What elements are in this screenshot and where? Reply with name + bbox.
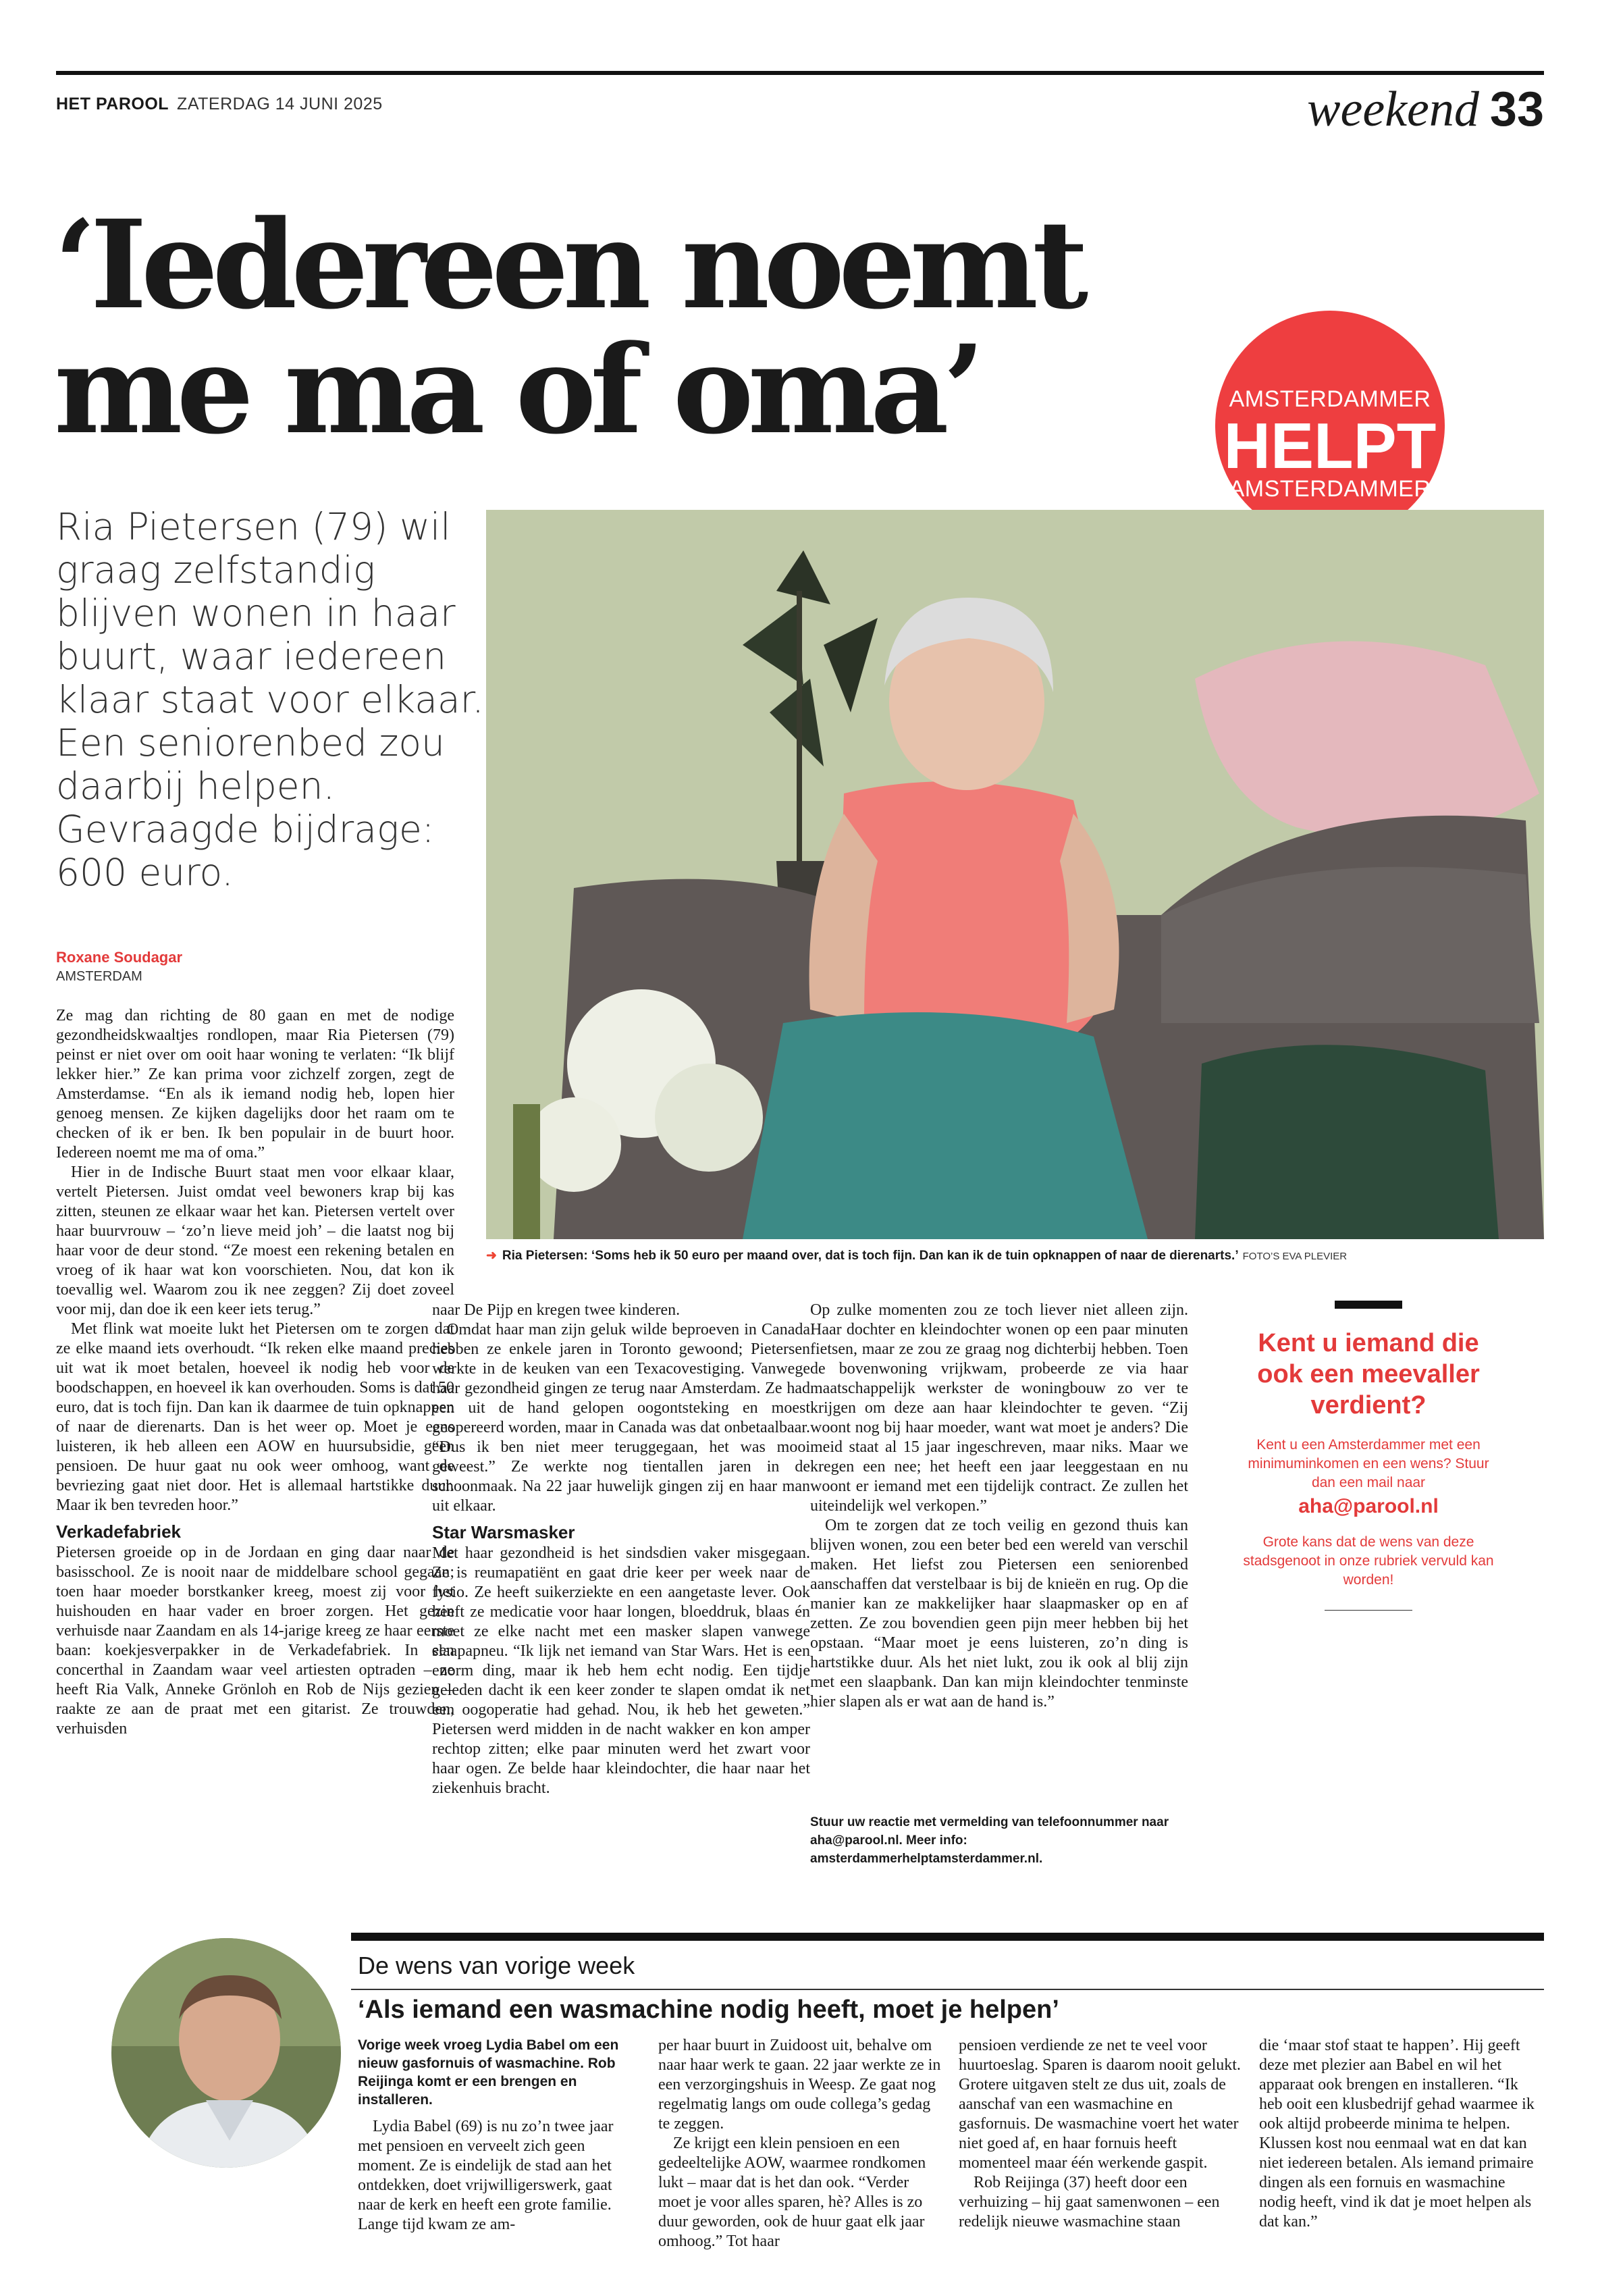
paragraph: die ‘maar stof staat te happen’. Hij geeft deze met plezier aan Babel en wil het apparaat ook brengen en installeren. “Ik heb ooit een klusbedrijf gehad waarmee ik ook altijd probeerde minima te helpen. Klussen kost nou eenmaal wat en dat kan niet iedereen betalen. Als iemand primaire dingen als een fornuis en wasmachine nodig heeft, vind ik dat je moet helpen als dat kan.” [1259,2037,1535,2230]
sidebar-email-link[interactable]: aha@parool.nl [1298,1495,1439,1517]
issue-date: ZATERDAG 14 JUNI 2025 [177,95,383,113]
paragraph: naar De Pijp en kregen twee kinderen. [432,1301,681,1319]
photo-caption [486,1248,1544,1263]
paragraph: Op zulke momenten zou ze toch liever niet alleen zijn. Haar dochter en kleindochter wonen op een paar minuten fietsen, maar ze zou ze graag nog dichterbij hebben. Toen de bovenwoning vrijkwam, probeerde ze via haar maatschappelijk werkster de woningbouw zo ver te krijgen om deze aan haar kleindochter te geven. “Zij woont nog bij haar moeder, want wat moet je anders? Die meid staat al 15 jaar ingeschreven, maar niks. Maar we kregen een nee; het heeft een jaar leeggestaan en nu woont er iemand met een tijdelijk contract. Ze zullen het uiteindelijk wel verkopen.” [810,1301,1188,1515]
subheading: Star Warsmasker [432,1522,575,1542]
previous-lead: Vorige week vroeg Lydia Babel om een nieuw gasfornuis of wasmachine. Rob Reijinga komt er een brengen en installeren. [358,2037,619,2108]
main-photo [486,510,1544,1239]
masthead [56,95,383,114]
paragraph: Hier in de Indische Buurt staat men voor elkaar klaar, vertelt Pietersen. Juist omdat veel bewoners krap bij kas zitten, steunen ze elkaar waar het kan. Pietersen vertelt over haar buurvrouw – ‘zo’n lieve meid joh’ – die laatst nog bij haar voor de deur stond. “Ze moest een rekening betalen en vroeg of ik haar wat kon voorschieten. Nou, dat kon ik toevallig wel. Waarom zou ik nee zeggen? Zij doet zoveel voor mij, dan doe ik een keer iets terug.” [56,1164,454,1318]
paragraph: Lydia Babel (69) is nu zo’n twee jaar met pensioen en verveelt zich geen moment. Ze is eindelijk de stad aan het ontdekken, doet vrijwilligerswerk, gaat naar de kerk en heeft een grote familie. Lange tijd kwam ze am- [358,2118,614,2233]
paragraph: per haar buurt in Zuidoost uit, behalve om naar haar werk te gaan. 22 jaar werkte ze in een verzorgingshuis in Weesp. Ze gaat nog regelmatig langs om oude collega’s gedag te zeggen. [658,2037,941,2133]
headline: ‘Iedereen noemt me ma of oma’ [54,194,1083,461]
paragraph: Met haar gezondheid is het sindsdien vaker misgegaan. Ze is reumapatiënt en gaat drie keer per week naar de fysio. Ze heeft suikerziekte en een aangetaste lever. Ook heeft ze medicatie voor haar longen, bloeddruk, blaas én moet ze elke nacht met een masker slapen vanwege slaapapneu. “Ik lijk net iemand van Star Wars. Het is een enorm ding, maar ik heb hem echt nodig. Een tijdje geleden dacht ik een keer zonder te slapen omdat ik net een oogoperatie had gehad. Nou, ik heb het geweten.” Pietersen werd midden in de nacht wakker en kon amper rechtop zitten; elke paar minuten werd het zwart voor haar ogen. Ze belde haar kleindochter, die haar naar het ziekenhuis bracht. [432,1544,810,1797]
sidebar-rule [1335,1301,1402,1309]
previous-column-3 [959,2036,1242,2232]
previous-wish-kicker: De wens van vorige week [358,1952,635,1979]
page-number: 33 [1489,82,1544,136]
byline [56,949,182,985]
bottom-rule [351,1933,1544,1941]
sidebar-text: Grote kans dat de wens van deze stadsgenoot in onze rubriek vervuld kan worden! [1243,1534,1494,1588]
paragraph: Om te zorgen dat ze toch veilig en gezond thuis kan blijven wonen, zou een beter bed een wereld van verschil maken. Het liefst zou Pietersen een seniorenbed aanschaffen dat verstelbaar is bij de knieën en rug. Op die manier kan ze makkelijker haar slaapmasker op en af zetten. Ze zou bovendien geen pijn meer hebben bij het opstaan. “Maar moet je eens luisteren, zo’n ding is hartstikke duur. Als het niet lukt, zou ik ook al blij zijn met een slaapbank. Dan kan mijn kleindochter tenminste hier slapen als er wat aan de hand is.” [810,1517,1188,1711]
paragraph: Ze krijgt een klein pensioen en een gedeeltelijke AOW, waarmee rondkomen lukt – maar dat is het dan ook. “Verder moet je voor alles sparen, hè? Alles is zo duur geworden, ook de huur gaat elk jaar omhoog.” Tot haar [658,2135,926,2250]
article-column-1 [56,1006,454,1739]
photo-credit: FOTO’S EVA PLEVIER [1242,1251,1348,1262]
paragraph: Pietersen groeide op in de Jordaan en ging daar naar de basisschool. Ze is nooit naar de middelbare school gegaan; toen haar moeder borstkanker kreeg, moest zij voor het huishouden en haar vader en broer zorgen. Het gezin verhuisde naar Zaandam en als 14-jarige kreeg ze haar eerste baan: koekjesverpakker in de Verkadefabriek. In een concerthal in Zaandam waar veel artiesten optraden – ze heeft Ria Valk, Anneke Grönloh en Rob de Nijs gezien – raakte ze aan de praat met een gitarist. Ze trouwden, verhuisden [56,1544,454,1738]
previous-column-1 [358,2036,641,2235]
sidebar-box [1240,1301,1497,1611]
arrow-right-icon: ➜ [486,1249,497,1263]
badge-line-1: AMSTERDAMMER [1229,386,1431,412]
article-column-2 [432,1301,810,1798]
sidebar-divider [1325,1610,1412,1611]
caption-text: Ria Pietersen: ‘Soms heb ik 50 euro per maand over, dat is toch fijn. Dan kan ik de tuin opknappen of naar de dierenarts.’ [502,1249,1239,1263]
paragraph: Omdat haar man zijn geluk wilde beproeven in Canada hebben ze enkele jaren in Toronto gewoond; Pietersen werkte in de keuken van een Texacovestiging. Vanwege haar gezondheid gingen ze terug naar Amsterdam. Ze had een uit de hand gelopen oogontsteking en moest geopereerd worden, maar in Canada was dat onbetaalbaar. “Dus ik ben niet meer teruggegaan, het was mooi geweest.” Ze werkte nog tientallen jaren in de schoonmaak. Na 22 jaar huwelijk gingen zij en haar man uit elkaar. [432,1321,810,1515]
sidebar-text: Kent u een Amsterdammer met een minimuminkomen en een wens? Stuur dan een mail naar [1248,1437,1489,1490]
sidebar-question: Kent u iemand die ook een meevaller verdient? [1257,1329,1480,1419]
portrait-rob [111,1938,341,2168]
previous-divider [351,1989,1544,1990]
portrait-photo-illustration [486,510,1544,1239]
section-name: weekend [1307,82,1479,137]
dateline: AMSTERDAM [56,969,142,984]
amsterdammer-helpt-badge [1215,311,1445,540]
author-name: Roxane Soudagar [56,949,183,966]
previous-column-4 [1259,2036,1543,2232]
paragraph: Ze mag dan richting de 80 gaan en met de nodige gezondheidskwaaltjes rondlopen, maar Ria Pietersen (79) peinst er niet over om ooit haar woning te verlaten: “Ik blijf lekker hier.” Ze kan prima voor zichzelf zorgen, zegt de Amsterdamse. “En als ik iemand nodig heb, lopen hier genoeg mensen. Ze kijken dagelijks door het raam om te checken of ik er ben. Ik ben populair in de buurt hoor. Iedereen noemt me ma of oma.” [56,1007,454,1162]
paragraph: Met flink wat moeite lukt het Pietersen om te zorgen dat ze elke maand iets overhoudt. “Ik reken elke maand precies uit wat ik moet betalen, hoeveel ik nodig heb voor de boodschappen, en hoeveel ik kan overhouden. Soms is dat 50 euro, dat is toch fijn. Dan kan ik daarmee de tuin opknappen of naar de dierenarts. Dan is het weer op. Moet je eens luisteren, ik heb alleen een AOW en huursubsidie, geen pensioen. De huur gaat nu ook weer omhoog, want de bevriezing gaat niet door. Het is allemaal hartstikke duur. Maar ik ben tevreden hoor.” [56,1320,454,1514]
subheading: Verkadefabriek [56,1521,182,1542]
article-column-3 [810,1301,1188,1712]
reaction-cta: Stuur uw reactie met vermelding van telefoonnummer naar aha@parool.nl. Meer info: amsterdammerhelptamsterdammer.nl. [810,1815,1169,1866]
section-label [1307,81,1544,138]
previous-column-2 [658,2036,942,2251]
paragraph: Rob Reijinga (37) heeft door een verhuizing – hij gaat samenwonen – een redelijk nieuwe wasmachine staan [959,2174,1220,2230]
top-rule [56,71,1544,75]
man-portrait-illustration [111,1938,341,2168]
badge-line-3: AMSTERDAMMER [1229,476,1431,502]
badge-line-2: HELPT [1223,410,1437,482]
brand-name: HET PAROOL [56,95,169,113]
previous-wish-title: ‘Als iemand een wasmachine nodig heeft, moet je helpen’ [358,1995,1059,2024]
intro-text: Ria Pietersen (79) wil graag zelfstandig blijven wonen in haar buurt, waar iedereen klaar staat voor elkaar. Een seniorenbed zou daarbij helpen. Gevraagde bijdrage: 600 euro. [56,505,484,894]
paragraph: pensioen verdiende ze net te veel voor huurtoeslag. Sparen is daarom nooit gelukt. Grotere uitgaven stelt ze dus uit, zoals de aanschaf van een wasmachine en gasfornuis. De wasmachine voert het water niet goed af, en haar fornuis heeft momenteel maar één werkende gaspit. [959,2037,1241,2172]
